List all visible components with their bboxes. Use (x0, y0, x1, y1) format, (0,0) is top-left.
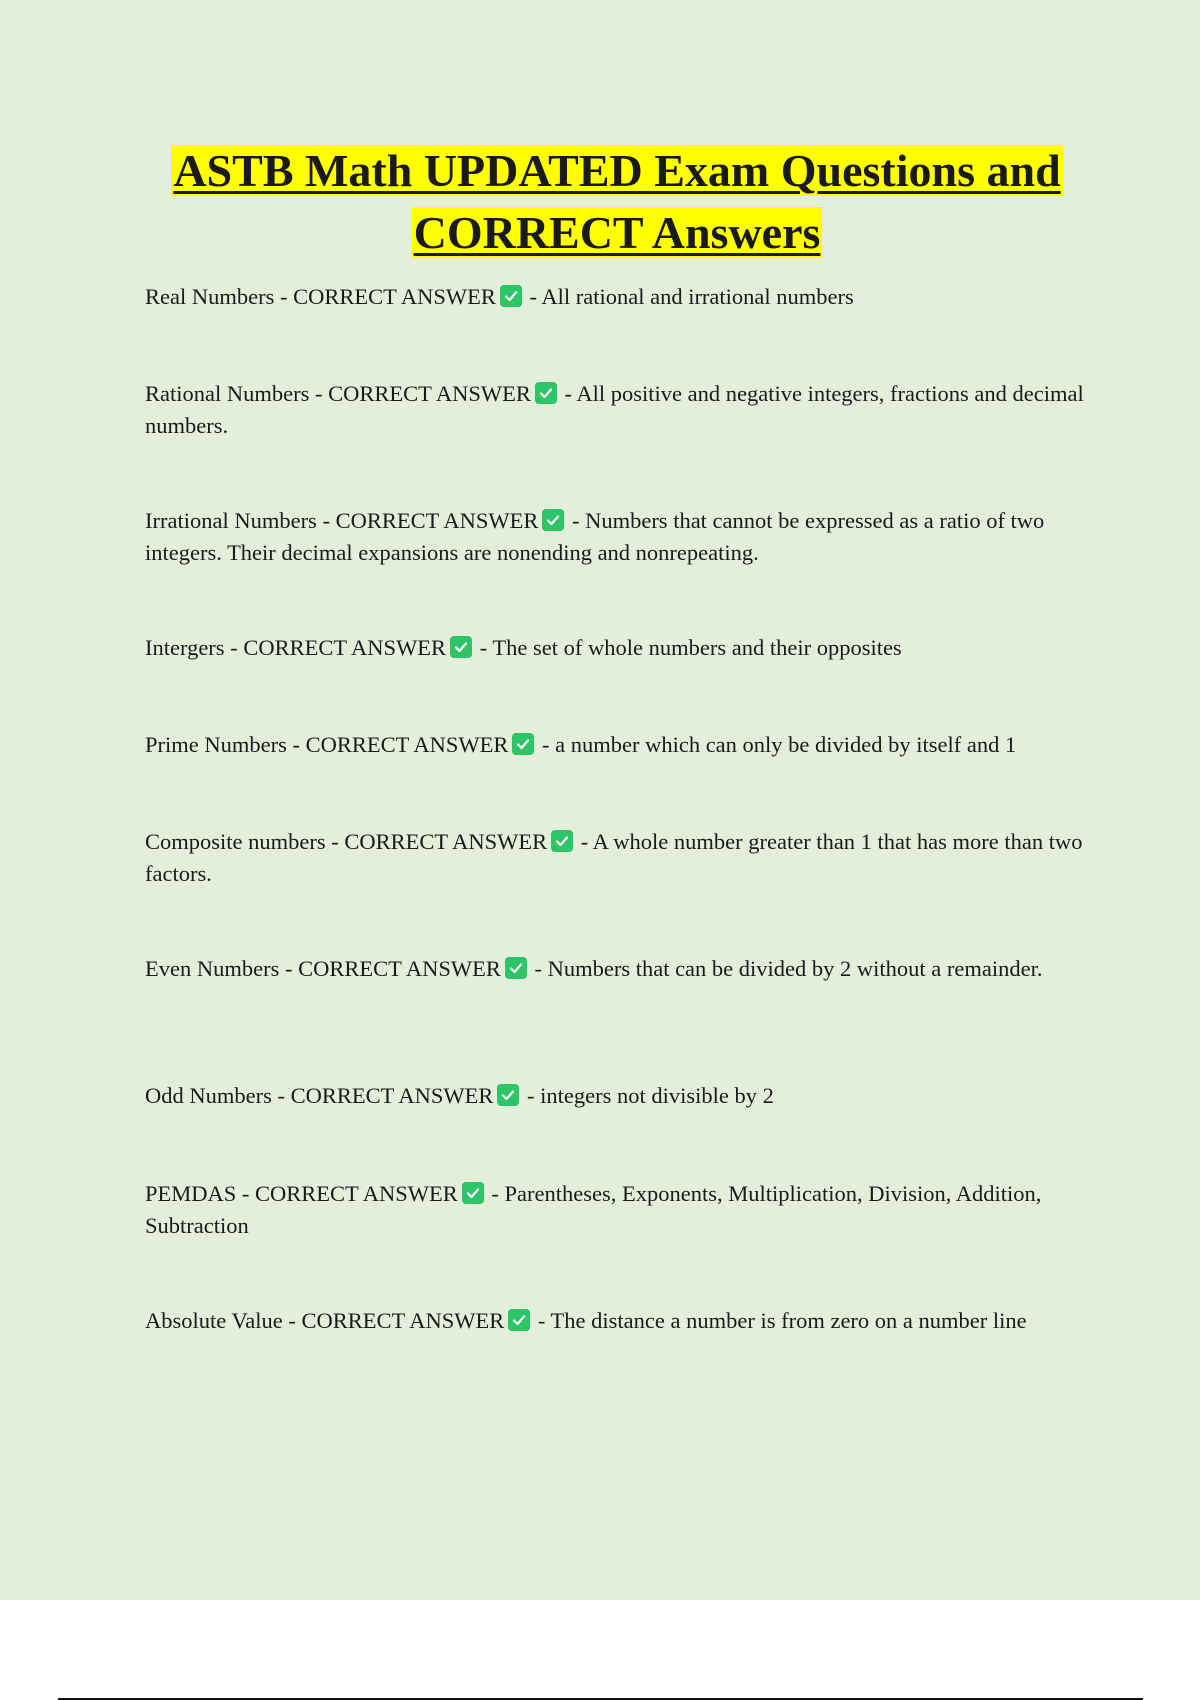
qa-item: Even Numbers - CORRECT ANSWER - Numbers that can be divided by 2 without a remainder. (145, 956, 1043, 981)
answer: All rational and irrational numbers (541, 284, 854, 309)
term: Rational Numbers (145, 381, 310, 406)
term: PEMDAS (145, 1181, 237, 1206)
correct-label: CORRECT ANSWER (301, 1308, 505, 1333)
answer: Parentheses, Exponents, Multiplication, Division, Addition, Subtraction (145, 1181, 1042, 1238)
check-icon (497, 1084, 519, 1106)
check-icon (505, 957, 527, 979)
qa-item: Real Numbers - CORRECT ANSWER - All rational and irrational numbers (145, 284, 854, 309)
check-icon (508, 1309, 530, 1331)
term: Prime Numbers (145, 732, 287, 757)
check-icon (462, 1182, 484, 1204)
document-title (100, 140, 1134, 264)
answer: Numbers that can be divided by 2 without a remainder. (547, 956, 1043, 981)
qa-item: Absolute Value - CORRECT ANSWER - The distance a number is from zero on a number line (145, 1308, 1027, 1333)
check-icon (450, 636, 472, 658)
qa-item: Irrational Numbers - CORRECT ANSWER - Numbers that cannot be expressed as a ratio of two integers. Their decimal expansions are nonending and nonrepeating. (145, 508, 1045, 565)
qa-item: PEMDAS - CORRECT ANSWER - Parentheses, Exponents, Multiplication, Division, Addition, Subtraction (145, 1181, 1042, 1238)
check-icon (542, 509, 564, 531)
term: Even Numbers (145, 956, 280, 981)
correct-label: CORRECT ANSWER (243, 635, 447, 660)
qa-item: Intergers - CORRECT ANSWER - The set of whole numbers and their opposites (145, 635, 902, 660)
term: Odd Numbers (145, 1083, 272, 1108)
answer: a number which can only be divided by itself and 1 (555, 732, 1017, 757)
correct-label: CORRECT ANSWER (298, 956, 501, 981)
correct-label: CORRECT ANSWER (293, 284, 496, 309)
answer: Numbers that cannot be expressed as a ratio of two integers. Their decimal expansions are nonending and nonrepeating. (145, 508, 1045, 565)
term: Intergers (145, 635, 225, 660)
title-line-1: ASTB Math UPDATED Exam Questions and (173, 145, 1061, 196)
check-icon (512, 733, 534, 755)
term: Composite numbers (145, 829, 326, 854)
qa-item: Composite numbers - CORRECT ANSWER - A whole number greater than 1 that has more than two factors. (145, 829, 1083, 886)
correct-label: CORRECT ANSWER (255, 1181, 458, 1206)
qa-item: Rational Numbers - CORRECT ANSWER - All positive and negative integers, fractions and decimal numbers. (145, 381, 1084, 438)
term: Absolute Value (145, 1308, 283, 1333)
answer: integers not divisible by 2 (540, 1083, 774, 1108)
term: Irrational Numbers (145, 508, 317, 533)
answer: The distance a number is from zero on a number line (550, 1308, 1027, 1333)
correct-label: CORRECT ANSWER (290, 1083, 494, 1108)
correct-label: CORRECT ANSWER (344, 829, 548, 854)
correct-label: CORRECT ANSWER (328, 381, 531, 406)
answer: The set of whole numbers and their opposites (492, 635, 902, 660)
answer: A whole number greater than 1 that has more than two factors. (145, 829, 1083, 886)
title-line-2: CORRECT Answers (413, 207, 821, 258)
correct-label: CORRECT ANSWER (305, 732, 509, 757)
qa-item: Odd Numbers - CORRECT ANSWER - integers not divisible by 2 (145, 1083, 774, 1108)
correct-label: CORRECT ANSWER (335, 508, 539, 533)
answer: All positive and negative integers, fractions and decimal numbers. (145, 381, 1084, 438)
term: Real Numbers (145, 284, 275, 309)
qa-item: Prime Numbers - CORRECT ANSWER - a number which can only be divided by itself and 1 (145, 732, 1017, 757)
check-icon (551, 830, 573, 852)
check-icon (535, 382, 557, 404)
check-icon (500, 285, 522, 307)
